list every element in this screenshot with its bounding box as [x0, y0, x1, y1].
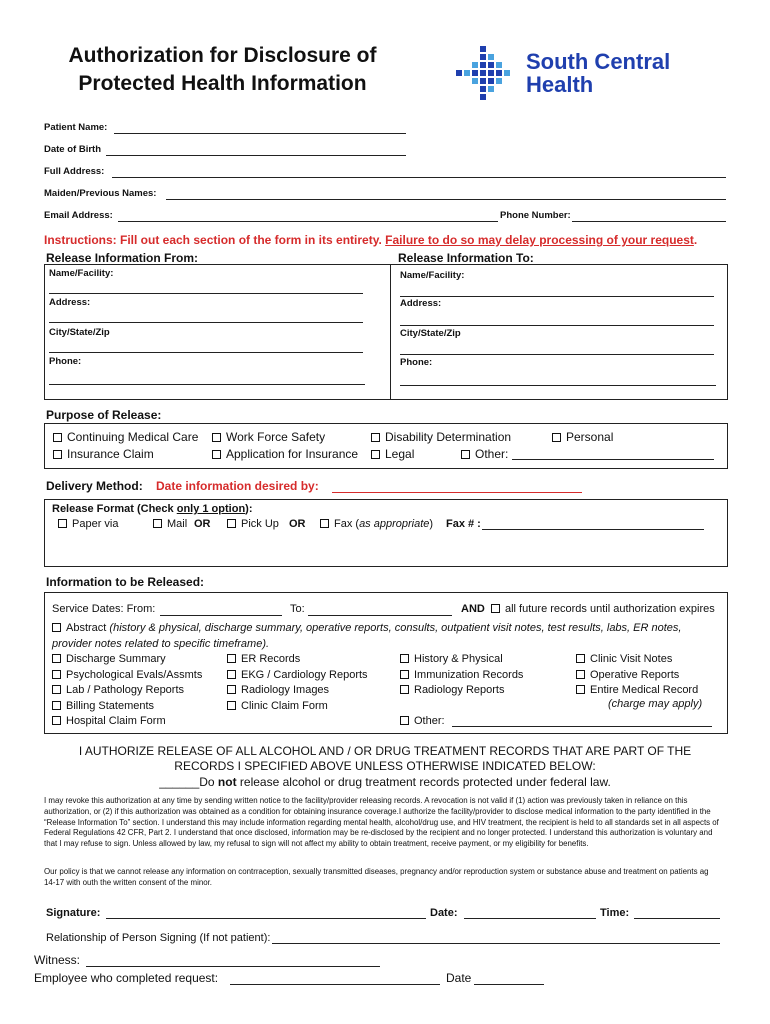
form-title — [40, 42, 405, 98]
format-mail[interactable] — [153, 518, 187, 530]
info-col1-label: Billing Statements — [66, 700, 155, 712]
checkbox-icon[interactable] — [400, 654, 409, 663]
info-col4-label: Operative Reports — [590, 669, 680, 681]
release-to-heading: Release Information To: — [398, 251, 534, 265]
info-col3-label: History & Physical — [414, 653, 503, 665]
signature-field[interactable] — [106, 918, 426, 919]
format-pickup-label: Pick Up — [241, 518, 279, 530]
all-future-label: all future records until authorization expires — [505, 603, 715, 615]
checkbox-icon[interactable] — [576, 685, 585, 694]
info-col1-item[interactable] — [52, 700, 154, 712]
info-col1-label: Psychological Evals/Assmts — [66, 669, 203, 681]
purpose-application[interactable] — [212, 447, 358, 461]
signature-time-field[interactable] — [634, 918, 720, 919]
delivery-date-label: Date information desired by: — [156, 479, 319, 493]
info-col2-item[interactable] — [227, 653, 300, 665]
format-pickup[interactable] — [227, 518, 279, 530]
release-format-label — [52, 503, 253, 515]
info-col2-label: ER Records — [241, 653, 301, 665]
maiden-label: Maiden/Previous Names: — [44, 188, 157, 199]
checkbox-icon[interactable] — [320, 519, 329, 528]
to-city-field[interactable] — [400, 354, 714, 355]
purpose-other-label: Other: — [475, 447, 509, 461]
checkbox-icon[interactable] — [576, 670, 585, 679]
employee-date-field[interactable] — [474, 984, 544, 985]
from-name-field[interactable] — [49, 293, 363, 294]
checkbox-icon[interactable] — [552, 433, 561, 442]
info-col3-other[interactable] — [400, 715, 445, 727]
info-heading: Information to be Released: — [46, 575, 205, 589]
charge-note — [608, 698, 702, 710]
abstract-description-line-2: provider notes related to specific timeframe). — [52, 638, 270, 650]
instructions — [44, 233, 697, 247]
instructions-warning: Failure to do so may delay processing of your request — [385, 233, 694, 247]
checkbox-icon[interactable] — [153, 519, 162, 528]
info-col1-label: Discharge Summary — [66, 653, 166, 665]
employee-date-label: Date — [446, 971, 472, 985]
checkbox-icon[interactable] — [52, 654, 61, 663]
checkbox-icon[interactable] — [227, 701, 236, 710]
to-phone-label: Phone: — [400, 357, 433, 368]
checkbox-icon[interactable] — [212, 450, 221, 459]
purpose-insurance-label: Insurance Claim — [67, 447, 154, 461]
service-dates-from-field[interactable] — [160, 615, 282, 616]
logo-text-line-2: Health — [526, 72, 594, 97]
checkbox-icon[interactable] — [227, 685, 236, 694]
purpose-continuing[interactable] — [53, 430, 198, 444]
to-name-label: Name/Facility: — [400, 270, 465, 281]
instructions-text: Instructions: Fill out each section of the form in its entirety. — [44, 233, 382, 247]
info-col2-item[interactable] — [227, 669, 368, 681]
authorize-line-3a: ______Do — [159, 775, 218, 789]
dob-field[interactable] — [106, 155, 406, 156]
format-label-a: Release Format (Check — [52, 503, 177, 515]
checkbox-icon[interactable] — [52, 716, 61, 725]
checkbox-icon[interactable] — [212, 433, 221, 442]
format-paper-label: Paper via — [72, 518, 119, 530]
instructions-period: . — [693, 233, 698, 247]
checkbox-icon[interactable] — [371, 450, 380, 459]
purpose-application-label: Application for Insurance — [226, 447, 359, 461]
from-phone-label: Phone: — [49, 356, 82, 367]
format-label-c: ): — [245, 503, 253, 515]
format-mail-label: Mail — [167, 518, 188, 530]
legal-paragraph-1: I may revoke this authorization at any time by sending written notice to the facility/provider releasing records. A revocation is not valid if (1) action was previously taken in reliance on this authorization, or (2) if this authorization was obtained as a condition for obtaining insurance coverage.I authorize the facility/provider to disclose medical information to the party identified in the “Release Information To” section. I understand this may include information regarding mental health, alcohol/drug use, and HIV treatment, the recipient is held to all standards set in all aspects of Federal Regulations 42 CFR, Part 2. I understand that once disclosed, information may be re-disclosed by the recipient and no longer protected. I understand this authorization is voluntary and that I may refuse to sign. Unless allowed by law, my refusal to sign will not affect my ability to obtain treatment, receive payment, or my eligibility for benefits. — [44, 796, 719, 849]
authorize-line-1: I AUTHORIZE RELEASE OF ALL ALCOHOL AND / OR DRUG TREATMENT RECORDS THAT ARE PART OF THE — [78, 744, 692, 758]
checkbox-icon[interactable] — [53, 450, 62, 459]
to-name-field[interactable] — [400, 296, 714, 297]
logo — [454, 44, 694, 106]
info-col2-label: Radiology Images — [241, 684, 330, 696]
purpose-work-force-label: Work Force Safety — [226, 430, 326, 444]
authorize-line-2: RECORDS I SPECIFIED ABOVE UNLESS OTHERWISE INDICATED BELOW: — [174, 759, 596, 773]
format-or-1: OR — [194, 518, 211, 530]
format-fax-c: ) — [429, 518, 434, 530]
all-future-records[interactable] — [491, 603, 715, 615]
abstract-description: (history & physical, discharge summary, operative reports, consults, outpatient visit notes, test results, labs, ER notes, — [109, 622, 682, 634]
info-other-field[interactable] — [452, 726, 712, 727]
abstract-label: Abstract — [66, 622, 107, 634]
title-line-2: Protected Health Information — [78, 72, 367, 95]
purpose-legal[interactable] — [371, 447, 414, 461]
purpose-legal-label: Legal — [385, 447, 415, 461]
purpose-insurance[interactable] — [53, 447, 154, 461]
patient-name-field[interactable] — [114, 133, 406, 134]
service-dates-to-field[interactable] — [308, 615, 452, 616]
logo-text-line-1: South Central — [526, 49, 671, 74]
employee-label: Employee who completed request: — [34, 971, 219, 985]
info-col3-item[interactable] — [400, 684, 505, 696]
from-city-label: City/State/Zip — [49, 327, 110, 338]
logo-mark-icon — [454, 44, 518, 106]
format-fax-a: Fax ( — [334, 518, 360, 530]
relationship-field[interactable] — [272, 943, 720, 944]
maiden-field[interactable] — [166, 199, 726, 200]
purpose-personal[interactable] — [552, 430, 613, 444]
abstract-description-2 — [52, 638, 269, 650]
info-col3-label: Immunization Records — [414, 669, 524, 681]
fax-number-field[interactable] — [482, 529, 704, 530]
fax-number-label: Fax # : — [446, 518, 481, 530]
info-col4-item[interactable] — [576, 669, 679, 681]
checkbox-icon[interactable] — [227, 519, 236, 528]
release-from-heading: Release Information From: — [46, 251, 199, 265]
phone-number-label: Phone Number: — [500, 210, 571, 221]
email-label: Email Address: — [44, 210, 113, 221]
delivery-label: Delivery Method: — [46, 479, 143, 493]
from-city-field[interactable] — [49, 352, 363, 353]
from-name-label: Name/Facility: — [49, 268, 114, 279]
info-col4-item[interactable] — [576, 653, 672, 665]
signature-time-label: Time: — [600, 907, 630, 919]
format-fax-b: as appropriate — [359, 518, 430, 530]
authorize-line-3c: release alcohol or drug treatment records protected under federal law. — [236, 775, 611, 789]
to-address-label: Address: — [400, 298, 442, 309]
checkbox-icon[interactable] — [400, 670, 409, 679]
from-address-field[interactable] — [49, 322, 363, 323]
info-col1-item[interactable] — [52, 653, 166, 665]
info-col4-label: Clinic Visit Notes — [590, 653, 673, 665]
info-col4-item[interactable] — [576, 684, 698, 696]
info-col2-label: Clinic Claim Form — [241, 700, 328, 712]
signature-date-label: Date: — [430, 907, 458, 919]
info-col1-item[interactable] — [52, 669, 202, 681]
abstract-option[interactable] — [52, 622, 681, 634]
info-col3-item[interactable] — [400, 669, 523, 681]
info-col2-item[interactable] — [227, 700, 328, 712]
checkbox-icon[interactable] — [58, 519, 67, 528]
checkbox-icon[interactable] — [491, 604, 500, 613]
checkbox-icon[interactable] — [52, 623, 61, 632]
info-col1-label: Hospital Claim Form — [66, 715, 166, 727]
to-phone-field[interactable] — [400, 385, 716, 386]
email-field[interactable] — [118, 221, 498, 222]
release-divider — [390, 264, 391, 400]
delivery-date-field[interactable] — [332, 492, 582, 493]
address-label: Full Address: — [44, 166, 105, 177]
address-field[interactable] — [112, 177, 726, 178]
checkbox-icon[interactable] — [52, 670, 61, 679]
from-phone-field[interactable] — [49, 384, 365, 385]
and-label: AND — [461, 603, 485, 615]
info-col2-item[interactable] — [227, 684, 329, 696]
witness-field[interactable] — [86, 966, 380, 967]
checkbox-icon[interactable] — [576, 654, 585, 663]
info-col1-item[interactable] — [52, 715, 166, 727]
signature-label: Signature: — [46, 907, 101, 919]
checkbox-icon[interactable] — [400, 716, 409, 725]
to-address-field[interactable] — [400, 325, 714, 326]
authorize-not: not — [217, 775, 237, 789]
info-col3-item[interactable] — [400, 653, 503, 665]
info-col1-item[interactable] — [52, 684, 184, 696]
checkbox-icon[interactable] — [461, 450, 470, 459]
employee-field[interactable] — [230, 984, 440, 985]
legal-paragraph-2: Our policy is that we cannot release any information on contrraception, sexually transmitted diseases, pregnancy and/or reproduction system or substance abuse and treatment on patients ag 14-17 with outh the written consent of the minor. — [44, 867, 709, 887]
info-col3-other-label: Other: — [414, 715, 445, 727]
format-fax[interactable] — [320, 518, 433, 530]
patient-name-label: Patient Name: — [44, 122, 108, 133]
dob-label: Date of Birth — [44, 144, 101, 155]
format-label-b: only 1 option — [176, 503, 246, 515]
purpose-other[interactable] — [461, 447, 508, 461]
purpose-disability-label: Disability Determination — [385, 430, 512, 444]
purpose-continuing-label: Continuing Medical Care — [67, 430, 199, 444]
purpose-other-field[interactable] — [512, 459, 714, 460]
authorize-line-3[interactable] — [0, 775, 770, 789]
checkbox-icon[interactable] — [52, 701, 61, 710]
purpose-heading: Purpose of Release: — [46, 408, 162, 422]
info-col3-label: Radiology Reports — [414, 684, 505, 696]
checkbox-icon[interactable] — [400, 685, 409, 694]
relationship-label: Relationship of Person Signing (If not patient): — [46, 932, 271, 944]
purpose-disability[interactable] — [371, 430, 511, 444]
purpose-work-force[interactable] — [212, 430, 325, 444]
signature-date-field[interactable] — [464, 918, 596, 919]
format-paper[interactable] — [58, 518, 118, 530]
purpose-personal-label: Personal — [566, 430, 614, 444]
from-address-label: Address: — [49, 297, 91, 308]
checkbox-icon[interactable] — [52, 685, 61, 694]
title-line-1: Authorization for Disclosure of — [68, 44, 377, 67]
checkbox-icon[interactable] — [227, 670, 236, 679]
checkbox-icon[interactable] — [371, 433, 380, 442]
info-col4-label: Entire Medical Record — [590, 684, 699, 696]
logo-text — [526, 50, 670, 96]
info-col1-label: Lab / Pathology Reports — [66, 684, 185, 696]
format-or-2: OR — [289, 518, 306, 530]
checkbox-icon[interactable] — [227, 654, 236, 663]
checkbox-icon[interactable] — [53, 433, 62, 442]
release-box — [44, 264, 728, 400]
info-col2-label: EKG / Cardiology Reports — [241, 669, 368, 681]
service-dates-from-label: Service Dates: From: — [52, 603, 156, 615]
to-city-label: City/State/Zip — [400, 328, 461, 339]
witness-label: Witness: — [34, 953, 81, 967]
phone-number-field[interactable] — [572, 221, 726, 222]
charge-note-text: (charge may apply) — [608, 698, 703, 710]
service-dates-to-label: To: — [290, 603, 305, 615]
